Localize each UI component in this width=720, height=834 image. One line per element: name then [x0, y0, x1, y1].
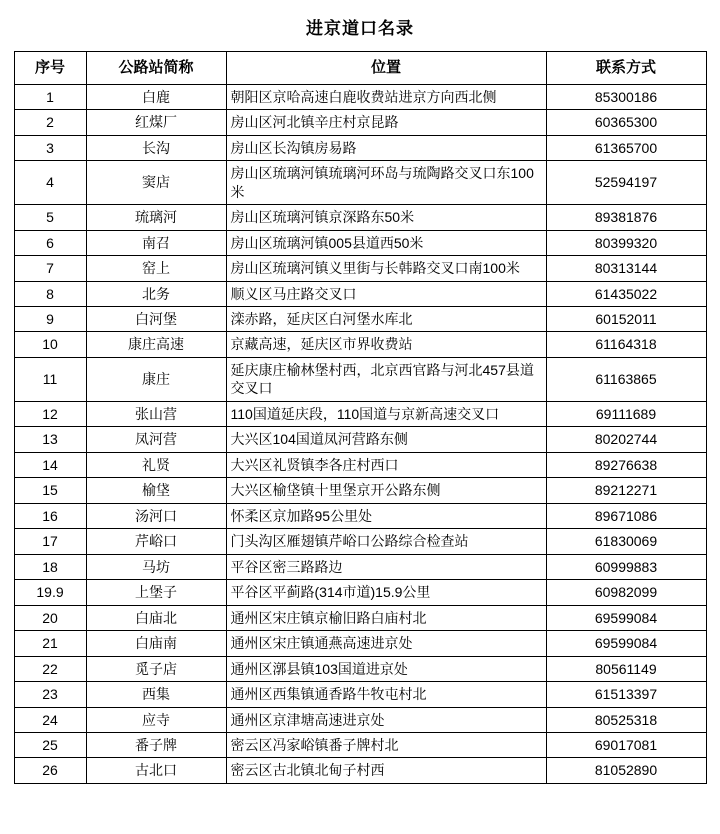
- table-row: [14, 110, 706, 135]
- cell-station-name: 白庙北: [86, 605, 226, 630]
- cell-location: 通州区漷县镇103国道进京处: [226, 656, 546, 681]
- cell-station-name: 白河堡: [86, 307, 226, 332]
- cell-location: 房山区琉璃河镇义里街与长韩路交叉口南100米: [226, 256, 546, 281]
- cell-index: 12: [14, 401, 86, 426]
- cell-location: 怀柔区京加路95公里处: [226, 503, 546, 528]
- column-header-contact: 联系方式: [546, 52, 706, 85]
- cell-station-name: 长沟: [86, 135, 226, 160]
- cell-location: 房山区河北镇辛庄村京昆路: [226, 110, 546, 135]
- cell-index: 22: [14, 656, 86, 681]
- cell-location: 房山区长沟镇房易路: [226, 135, 546, 160]
- cell-station-name: 古北口: [86, 758, 226, 783]
- cell-location: 门头沟区雁翅镇芹峪口公路综合检查站: [226, 529, 546, 554]
- cell-contact: 89276638: [546, 452, 706, 477]
- column-header-station-name: 公路站简称: [86, 52, 226, 85]
- cell-contact: 80202744: [546, 427, 706, 452]
- cell-station-name: 汤河口: [86, 503, 226, 528]
- cell-index: 1: [14, 84, 86, 109]
- cell-contact: 60982099: [546, 580, 706, 605]
- cell-location: 京藏高速，延庆区市界收费站: [226, 332, 546, 357]
- cell-index: 2: [14, 110, 86, 135]
- table-row: [14, 656, 706, 681]
- cell-station-name: 康庄: [86, 357, 226, 401]
- cell-station-name: 礼贤: [86, 452, 226, 477]
- table-row: [14, 135, 706, 160]
- cell-location: 顺义区马庄路交叉口: [226, 281, 546, 306]
- cell-index: 5: [14, 205, 86, 230]
- table-row: [14, 580, 706, 605]
- cell-contact: 89381876: [546, 205, 706, 230]
- cell-index: 23: [14, 682, 86, 707]
- table-header-row: [14, 52, 706, 85]
- table-row: [14, 401, 706, 426]
- cell-contact: 80313144: [546, 256, 706, 281]
- column-header-index: 序号: [14, 52, 86, 85]
- cell-station-name: 窦店: [86, 161, 226, 205]
- cell-contact: 85300186: [546, 84, 706, 109]
- table-row: [14, 478, 706, 503]
- cell-index: 26: [14, 758, 86, 783]
- table-row: [14, 230, 706, 255]
- page-title: 进京道口名录: [306, 19, 414, 38]
- cell-contact: 89212271: [546, 478, 706, 503]
- table-row: [14, 707, 706, 732]
- cell-station-name: 北务: [86, 281, 226, 306]
- cell-contact: 61164318: [546, 332, 706, 357]
- cell-contact: 69111689: [546, 401, 706, 426]
- cell-index: 9: [14, 307, 86, 332]
- cell-contact: 81052890: [546, 758, 706, 783]
- cell-contact: 80399320: [546, 230, 706, 255]
- cell-station-name: 马坊: [86, 554, 226, 579]
- cell-station-name: 应寺: [86, 707, 226, 732]
- cell-index: 14: [14, 452, 86, 477]
- cell-location: 延庆康庄榆林堡村西，北京西官路与河北457县道交叉口: [226, 357, 546, 401]
- cell-index: 21: [14, 631, 86, 656]
- cell-location: 朝阳区京哈高速白鹿收费站进京方向西北侧: [226, 84, 546, 109]
- cell-location: 通州区西集镇通香路牛牧屯村北: [226, 682, 546, 707]
- table-row: [14, 682, 706, 707]
- cell-station-name: 西集: [86, 682, 226, 707]
- cell-station-name: 窑上: [86, 256, 226, 281]
- cell-contact: 80525318: [546, 707, 706, 732]
- cell-location: 滦赤路，延庆区白河堡水库北: [226, 307, 546, 332]
- cell-station-name: 榆垡: [86, 478, 226, 503]
- cell-location: 房山区琉璃河镇琉璃河环岛与琉陶路交叉口东100米: [226, 161, 546, 205]
- table-row: [14, 84, 706, 109]
- cell-contact: 60999883: [546, 554, 706, 579]
- cell-index: 8: [14, 281, 86, 306]
- cell-station-name: 红煤厂: [86, 110, 226, 135]
- cell-station-name: 白鹿: [86, 84, 226, 109]
- cell-location: 110国道延庆段，110国道与京新高速交叉口: [226, 401, 546, 426]
- cell-index: 19.9: [14, 580, 86, 605]
- cell-location: 通州区京津塘高速进京处: [226, 707, 546, 732]
- cell-location: 密云区古北镇北甸子村西: [226, 758, 546, 783]
- cell-contact: 60152011: [546, 307, 706, 332]
- cell-station-name: 白庙南: [86, 631, 226, 656]
- table-row: [14, 452, 706, 477]
- table-row: [14, 758, 706, 783]
- cell-index: 24: [14, 707, 86, 732]
- cell-contact: 89671086: [546, 503, 706, 528]
- cell-contact: 52594197: [546, 161, 706, 205]
- cell-index: 15: [14, 478, 86, 503]
- cell-station-name: 张山营: [86, 401, 226, 426]
- cell-station-name: 觅子店: [86, 656, 226, 681]
- cell-location: 大兴区榆垡镇十里堡京开公路东侧: [226, 478, 546, 503]
- table-row: [14, 161, 706, 205]
- cell-station-name: 凤河营: [86, 427, 226, 452]
- table-row: [14, 554, 706, 579]
- table-row: [14, 529, 706, 554]
- checkpoint-directory-table: [14, 51, 707, 784]
- cell-index: 4: [14, 161, 86, 205]
- table-row: [14, 605, 706, 630]
- cell-index: 6: [14, 230, 86, 255]
- cell-index: 10: [14, 332, 86, 357]
- cell-location: 房山区琉璃河镇京深路东50米: [226, 205, 546, 230]
- cell-location: 通州区宋庄镇通燕高速进京处: [226, 631, 546, 656]
- cell-station-name: 番子牌: [86, 732, 226, 757]
- cell-index: 20: [14, 605, 86, 630]
- cell-index: 25: [14, 732, 86, 757]
- cell-location: 大兴区104国道凤河营路东侧: [226, 427, 546, 452]
- cell-index: 3: [14, 135, 86, 160]
- table-row: [14, 205, 706, 230]
- table-row: [14, 427, 706, 452]
- cell-contact: 61513397: [546, 682, 706, 707]
- cell-contact: 60365300: [546, 110, 706, 135]
- table-header: [14, 52, 706, 85]
- cell-location: 密云区冯家峪镇番子牌村北: [226, 732, 546, 757]
- cell-contact: 61163865: [546, 357, 706, 401]
- table-row: [14, 732, 706, 757]
- cell-location: 平谷区平蓟路(314市道)15.9公里: [226, 580, 546, 605]
- cell-index: 16: [14, 503, 86, 528]
- cell-location: 大兴区礼贤镇李各庄村西口: [226, 452, 546, 477]
- cell-contact: 61365700: [546, 135, 706, 160]
- cell-contact: 69599084: [546, 605, 706, 630]
- cell-station-name: 琉璃河: [86, 205, 226, 230]
- cell-station-name: 南召: [86, 230, 226, 255]
- table-row: [14, 503, 706, 528]
- cell-contact: 80561149: [546, 656, 706, 681]
- cell-location: 平谷区密三路路边: [226, 554, 546, 579]
- cell-index: 17: [14, 529, 86, 554]
- cell-station-name: 芹峪口: [86, 529, 226, 554]
- table-body: [14, 84, 706, 783]
- cell-location: 通州区宋庄镇京榆旧路白庙村北: [226, 605, 546, 630]
- cell-contact: 61830069: [546, 529, 706, 554]
- cell-station-name: 上堡子: [86, 580, 226, 605]
- cell-station-name: 康庄高速: [86, 332, 226, 357]
- cell-index: 11: [14, 357, 86, 401]
- cell-index: 18: [14, 554, 86, 579]
- table-row: [14, 307, 706, 332]
- cell-index: 13: [14, 427, 86, 452]
- table-row: [14, 281, 706, 306]
- cell-location: 房山区琉璃河镇005县道西50米: [226, 230, 546, 255]
- table-row: [14, 256, 706, 281]
- column-header-location: 位置: [226, 52, 546, 85]
- table-row: [14, 332, 706, 357]
- cell-contact: 61435022: [546, 281, 706, 306]
- table-row: [14, 631, 706, 656]
- table-row: [14, 357, 706, 401]
- cell-contact: 69017081: [546, 732, 706, 757]
- cell-index: 7: [14, 256, 86, 281]
- cell-contact: 69599084: [546, 631, 706, 656]
